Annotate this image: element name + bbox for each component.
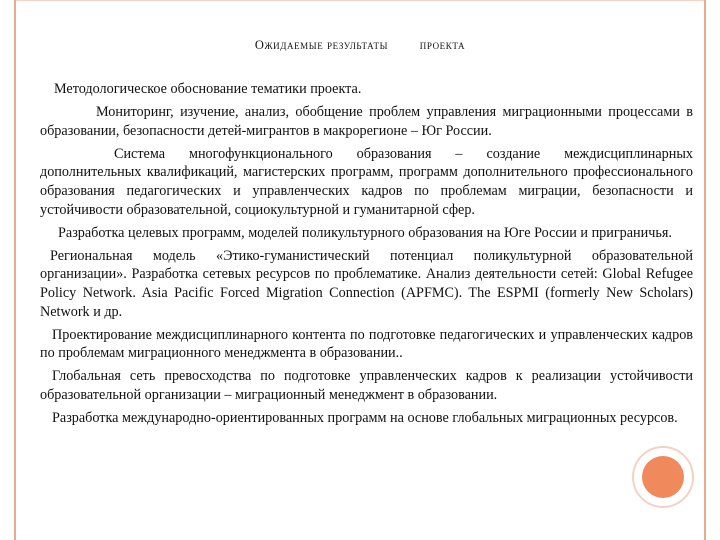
slide-title xyxy=(0,38,720,53)
paragraph-methodology: Методологическое обоснование тематики проекта. xyxy=(54,81,362,97)
frame-right-border xyxy=(704,0,706,540)
paragraph-international-programs: Разработка международно-ориентированных программ на основе глобальных миграционных ресурсов. xyxy=(52,410,678,426)
paragraph-global-network: Глобальная сеть превосходства по подготовке управленческих кадров к реализации устойчивости образовательной организации – миграционный менеджмент в образовании. xyxy=(40,368,693,403)
slide-title-part-2: проекта xyxy=(419,38,466,52)
paragraph-monitoring: Мониторинг, изучение, анализ, обобщение проблем управления миграционными процессами в образовании, безопасности детей-мигрантов в макрорегионе – Юг России. xyxy=(40,104,693,139)
paragraph-content-design: Проектирование междисциплинарного контента по подготовке педагогических и управленческих кадров по проблемам миграционного менеджмента в образовании.. xyxy=(40,326,693,362)
decorative-circle-icon xyxy=(642,456,684,498)
slide-body xyxy=(40,80,693,432)
paragraph-education-system: Система многофункционального образования – создание междисциплинарных дополнительных квалификаций, магистерских программ, программ дополнительного профессионального образования педагогических и управленческих кадров по проблемам миграции, безопасности и устойчивости образовательной, социокультурной и гуманитарной сфер. xyxy=(40,145,693,218)
paragraph-regional-model: Региональная модель «Этико-гуманистический потенциал поликультурной образовательной организации». Разработка сетевых ресурсов по проблематике. Анализ деятельности сетей: Global Refugee Policy Network. Asia Pacific Forced Migration Connection (APFMC). The ESPMI (formerly New Scholars) Network и др. xyxy=(40,247,693,320)
frame-left-border xyxy=(14,0,16,540)
frame-top-border xyxy=(14,0,706,1)
slide-title-part-1: Ожидаемые результаты xyxy=(254,38,389,52)
paragraph-target-programs: Разработка целевых программ, моделей поликультурного образования на Юге России и приграничья. xyxy=(58,224,672,241)
